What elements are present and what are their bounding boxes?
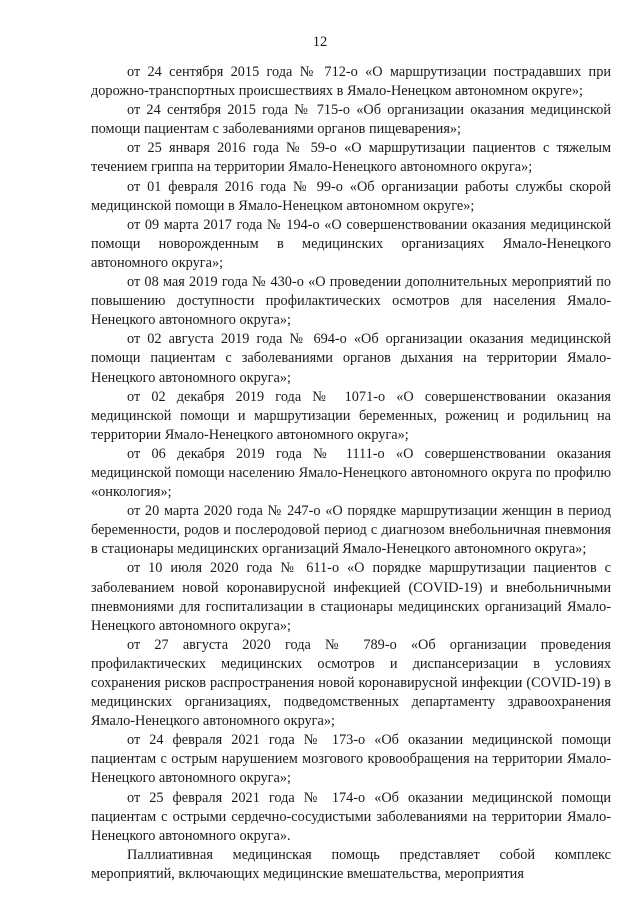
order-item-430: от 08 мая 2019 года № 430-о «О проведении дополнительных мероприятий по повышению доступности профилактических осмотров для населения Ямало-Ненецкого автономного округа»; [91,274,611,329]
page-number: 12 [312,34,328,50]
order-item-789: от 27 августа 2020 года № 789-о «Об организации проведения профилактических медицинских осмотров и диспансеризации в условиях сохранения рисков распространения новой коронавирусной инфекции (COVID-19) в медицинских организациях, подведомственных департаменту здравоохранения Ямало-Ненецкого автономного округа»; [91,636,611,730]
document-body [91,63,611,884]
order-item-173: от 24 февраля 2021 года № 173-о «Об оказании медицинской помощи пациентам с острым нарушением мозгового кровообращения на территории Ямало-Ненецкого автономного округа»; [91,732,611,787]
order-item-1111: от 06 декабря 2019 года № 1111-о «О совершенствовании оказания медицинской помощи населению Ямало-Ненецкого автономного округа по профилю «онкология»; [91,445,611,501]
order-item-247: от 20 марта 2020 года № 247-о «О порядке маршрутизации женщин в период беременности, родов и послеродовой период с диагнозом внебольничная пневмония в стационары медицинских организаций Ямало-Ненецкого автономного округа»; [91,503,611,558]
palliative-care-paragraph: Паллиативная медицинская помощь представляет собой комплекс мероприятий, включающих медицинские вмешательства, мероприятия [91,846,611,882]
order-item-99: от 01 февраля 2016 года № 99-о «Об организации работы службы скорой медицинской помощи в Ямало-Ненецком автономном округе»; [91,178,611,214]
order-item-715: от 24 сентября 2015 года № 715-о «Об организации оказания медицинской помощи пациентам с заболеваниями органов пищеварения»; [91,102,611,138]
order-item-611: от 10 июля 2020 года № 611-о «О порядке маршрутизации пациентов с заболеванием новой коронавирусной инфекцией (COVID-19) и внебольничными пневмониями для госпитализации в стационары медицинских организаций Ямало-Ненецкого автономного округа»; [91,560,611,634]
order-item-174: от 25 февраля 2021 года № 174-о «Об оказании медицинской помощи пациентам с острыми сердечно-сосудистыми заболеваниями на территории Ямало-Ненецкого автономного округа». [91,789,611,844]
order-item-59: от 25 января 2016 года № 59-о «О маршрутизации пациентов с тяжелым течением гриппа на территории Ямало-Ненецкого автономного округа»; [91,140,611,176]
order-item-712: от 24 сентября 2015 года № 712-о «О маршрутизации пострадавших при дорожно-транспортных происшествиях в Ямало-Ненецком автономном округе»; [91,64,611,100]
order-item-1071: от 02 декабря 2019 года № 1071-о «О совершенствовании оказания медицинской помощи и маршрутизации беременных, рожениц и родильниц на территории Ямало-Ненецкого автономного округа»; [91,388,611,443]
order-item-694: от 02 августа 2019 года № 694-о «Об организации оказания медицинской помощи пациентам с заболеваниями органов дыхания на территории Ямало-Ненецкого автономного округа»; [91,331,611,386]
order-item-194: от 09 марта 2017 года № 194-о «О совершенствовании оказания медицинской помощи новорожденным в медицинских организациях Ямало-Ненецкого автономного округа»; [91,216,611,271]
